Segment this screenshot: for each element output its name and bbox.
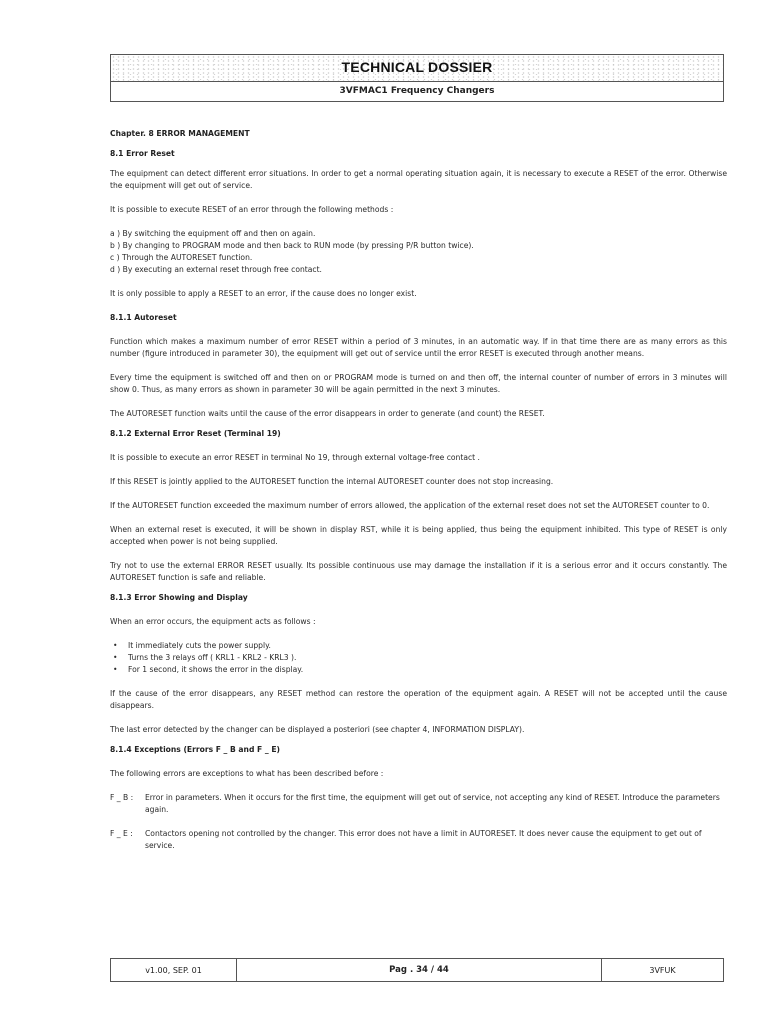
paragraph: Function which makes a maximum number of error RESET within a period of 3 minutes, in an automatic way. If in that time there are as many errors as this number (figure introduced in parameter 30), the equipment will get out of service until the error RESET is executed through another means.: [110, 337, 727, 358]
exception-text: Contactors opening not controlled by the changer. This error does not have a limit in AUTORESET. It does never cause the equipment to get out of service.: [145, 829, 702, 850]
section-heading-8-1-2: 8.1.2 External Error Reset (Terminal 19): [110, 429, 281, 438]
method-item-b: b ) By changing to PROGRAM mode and then back to RUN mode (by pressing P/R button twice).: [110, 241, 474, 250]
document-title: TECHNICAL DOSSIER: [341, 59, 493, 75]
paragraph: It is possible to execute an error RESET in terminal No 19, through external voltage-free contact .: [110, 453, 480, 462]
paragraph: The AUTORESET function waits until the cause of the error disappears in order to generate (and count) the RESET.: [110, 409, 545, 418]
exception-code: F _ B :: [110, 793, 134, 802]
footer-page-number: Pag . 34 / 44: [237, 959, 602, 981]
paragraph: The equipment can detect different error situations. In order to get a normal operating situation again, it is necessary to execute a RESET of the error. Otherwise the equipment will get out of service.: [110, 169, 727, 190]
section-heading-8-1-4: 8.1.4 Exceptions (Errors F _ B and F _ E): [110, 745, 280, 754]
paragraph: If the cause of the error disappears, any RESET method can restore the operation of the equipment again. A RESET will not be accepted until the cause disappears.: [110, 689, 727, 710]
exception-text: Error in parameters. When it occurs for the first time, the equipment will get out of service, not accepting any kind of RESET. Introduce the parameters again.: [145, 793, 720, 814]
bullet-list: [110, 640, 727, 676]
paragraph: The last error detected by the changer can be displayed a posteriori (see chapter 4, INFORMATION DISPLAY).: [110, 725, 525, 734]
footer-doc-code: 3VFUK: [649, 965, 676, 975]
method-item-d: d ) By executing an external reset through free contact.: [110, 265, 322, 274]
method-item-c: c ) Through the AUTORESET function.: [110, 253, 253, 262]
paragraph: If this RESET is jointly applied to the AUTORESET function the internal AUTORESET counter does not stop increasing.: [110, 477, 554, 486]
list-item: • Turns the 3 relays off ( KRL1 - KRL2 - KRL3 ).: [110, 652, 727, 664]
paragraph: The following errors are exceptions to what has been described before :: [110, 769, 384, 778]
paragraph: Try not to use the external ERROR RESET usually. Its possible continuous use may damage the installation if it is a serious error and it occurs constantly. The AUTORESET function is safe and reliable.: [110, 561, 727, 582]
document-subtitle: 3VFMAC1 Frequency Changers: [339, 86, 495, 96]
section-heading-8-1: 8.1 Error Reset: [110, 149, 175, 158]
exception-item-fe: [110, 828, 727, 852]
document-body: [110, 128, 727, 852]
paragraph: Every time the equipment is switched off and then on or PROGRAM mode is turned on and then off, the internal counter of number of errors in 3 minutes will show 0. Thus, as many errors as shown in parameter 30 will be again permitted in the next 3 minutes.: [110, 373, 727, 394]
footer-version: v1.00, SEP. 01: [111, 959, 237, 981]
chapter-heading: Chapter. 8 ERROR MANAGEMENT: [110, 129, 250, 138]
paragraph: When an error occurs, the equipment acts as follows :: [110, 617, 316, 626]
section-heading-8-1-3: 8.1.3 Error Showing and Display: [110, 593, 248, 602]
list-item: • For 1 second, it shows the error in the display.: [110, 664, 727, 676]
list-item: • It immediately cuts the power supply.: [110, 640, 727, 652]
method-item-a: a ) By switching the equipment off and then on again.: [110, 229, 316, 238]
exception-item-fb: [110, 792, 727, 816]
section-heading-8-1-1: 8.1.1 Autoreset: [110, 313, 177, 322]
exception-code: F _ E :: [110, 829, 133, 838]
paragraph: If the AUTORESET function exceeded the maximum number of errors allowed, the application of the external reset does not set the AUTORESET counter to 0.: [110, 501, 710, 510]
document-header: [110, 54, 724, 102]
header-title-band: [111, 55, 723, 82]
paragraph: It is only possible to apply a RESET to an error, if the cause does no longer exist.: [110, 289, 417, 298]
paragraph: When an external reset is executed, it will be shown in display RST, while it is being applied, thus being the equipment inhibited. This type of RESET is only accepted when power is not being supplied.: [110, 525, 727, 546]
document-footer: [110, 958, 724, 982]
paragraph: It is possible to execute RESET of an error through the following methods :: [110, 205, 394, 214]
